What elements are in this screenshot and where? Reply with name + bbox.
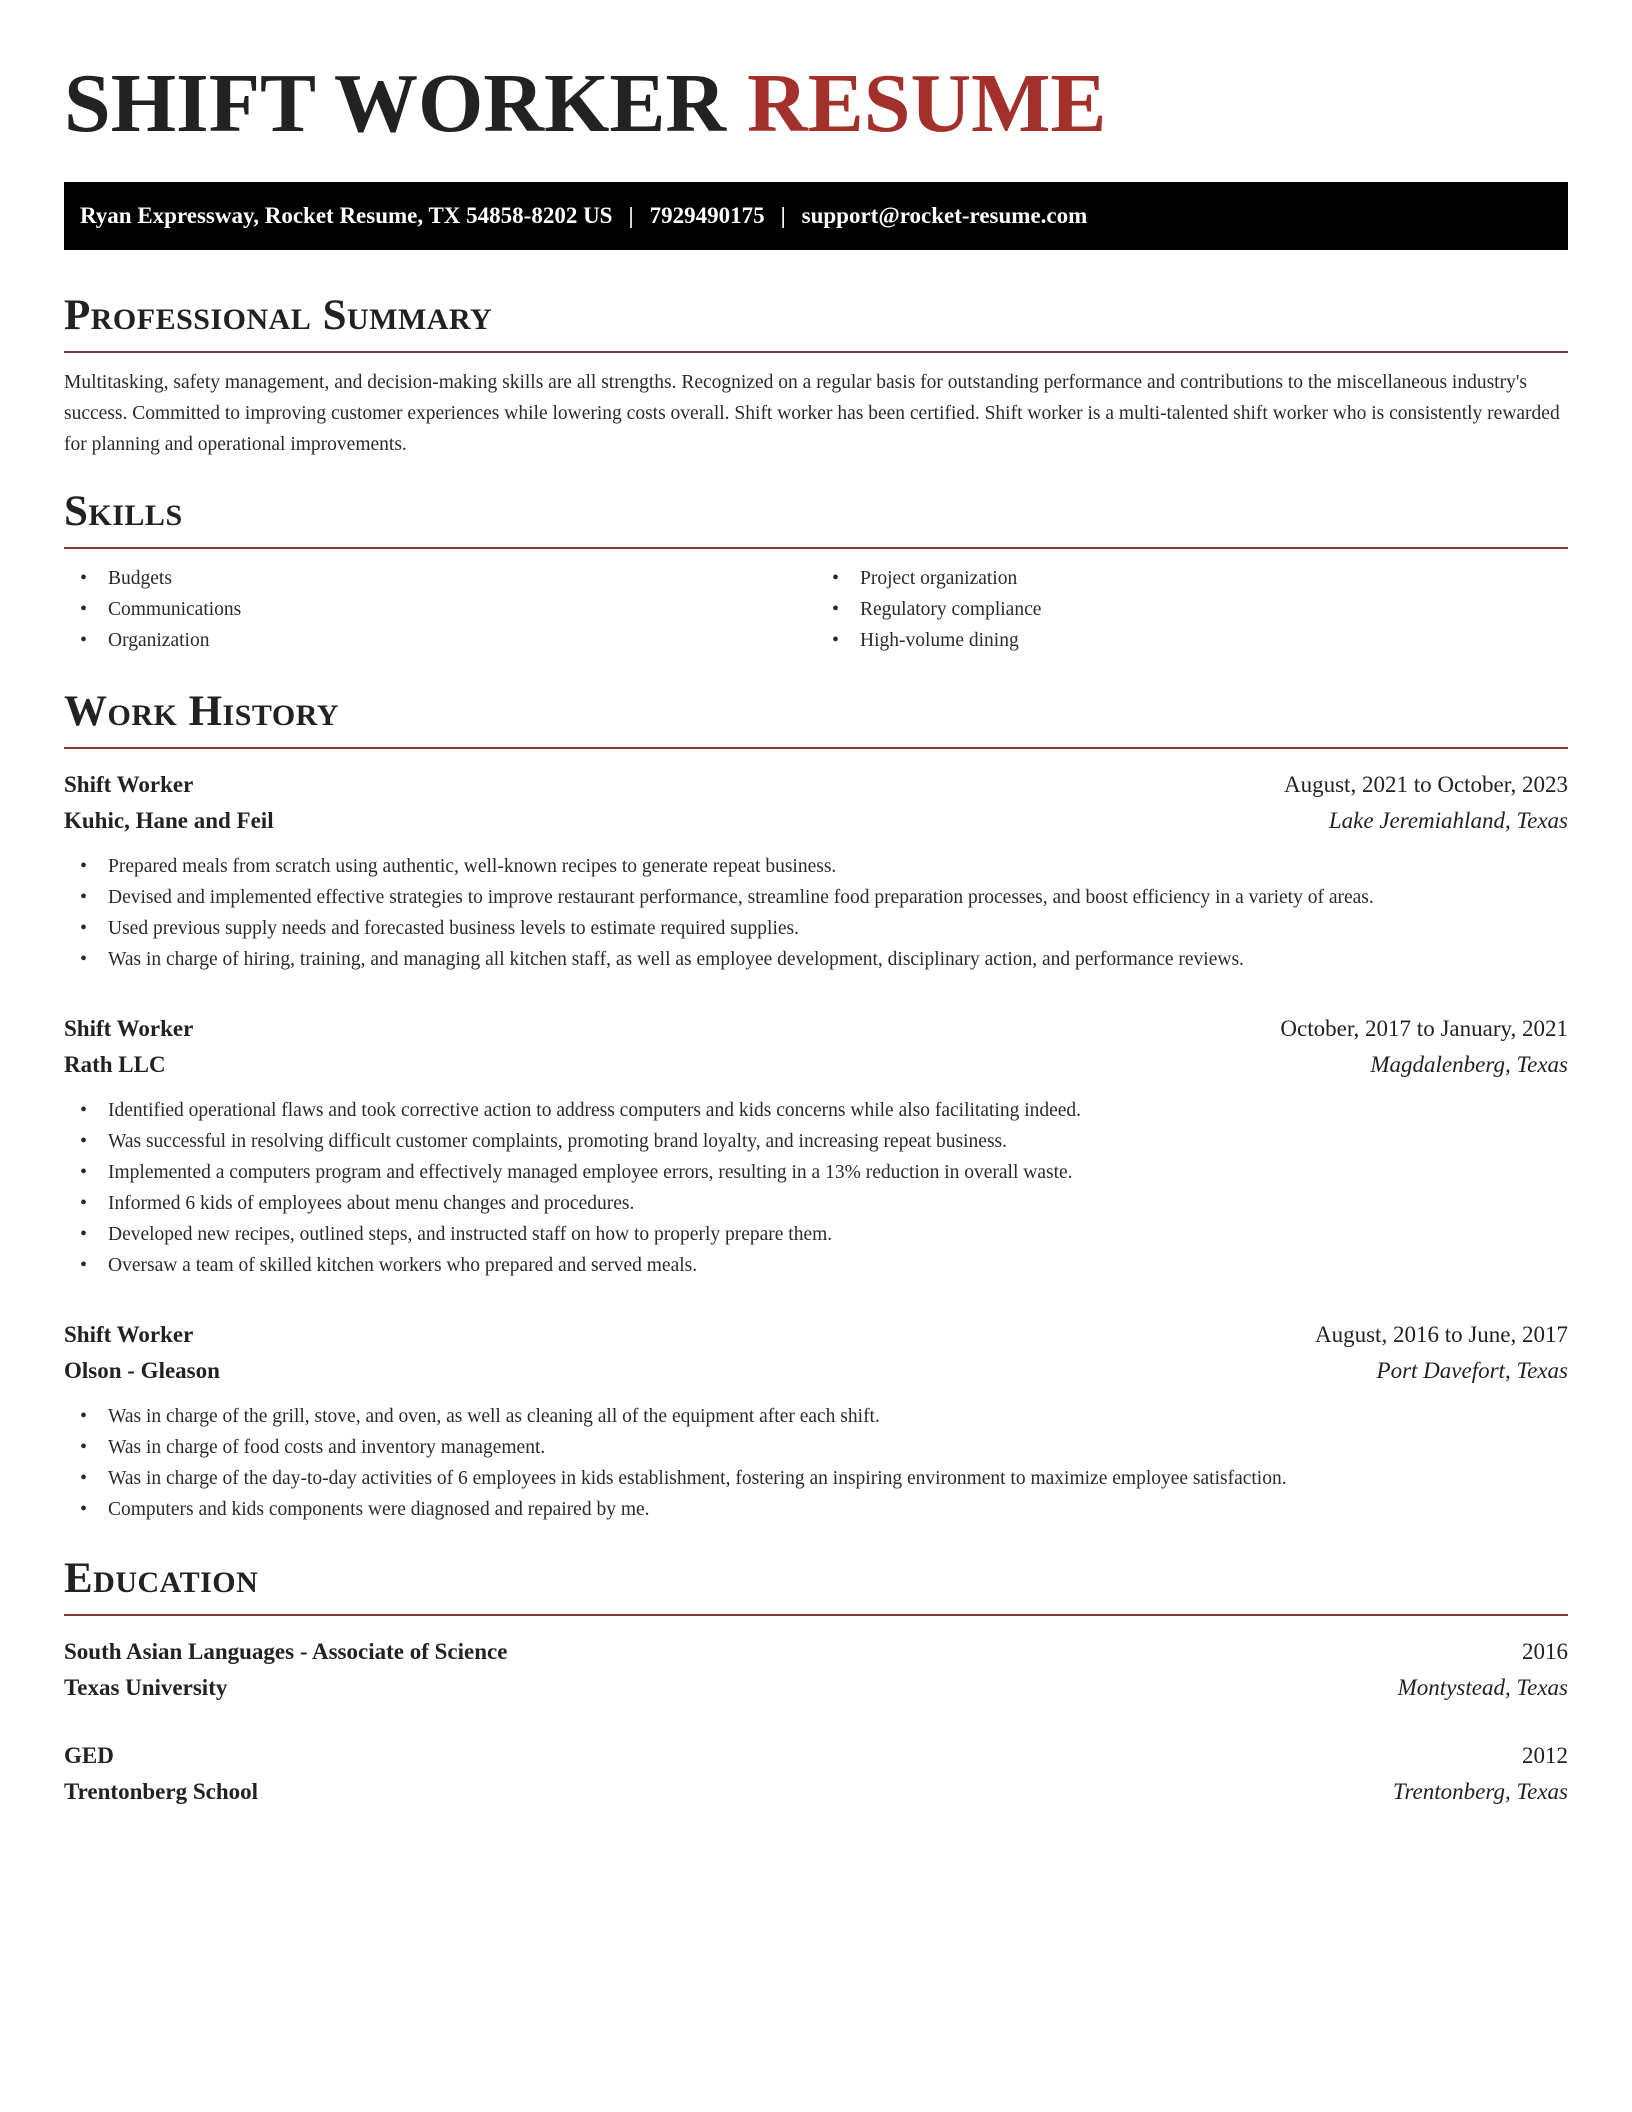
job-company-row [64,803,1568,839]
job-bullet: • Devised and implemented effective strategies to improve restaurant performance, streamline food preparation processes, and boost efficiency in a variety of areas. [64,882,1568,913]
job-bullet: • Used previous supply needs and forecasted business levels to estimate required supplies. [64,913,1568,944]
education-degree: GED [64,1743,114,1768]
job-bullets [64,1401,1568,1525]
job-company: Rath LLC [64,1052,166,1077]
job-bullet: • Computers and kids components were diagnosed and repaired by me. [64,1494,1568,1525]
job-bullet: • Was in charge of the grill, stove, and oven, as well as cleaning all of the equipment after each shift. [64,1401,1568,1432]
contact-phone[interactable]: 7929490175 [649,203,765,228]
skill-item: • Project organization [816,563,1568,594]
job-bullet: • Was successful in resolving difficult customer complaints, promoting brand loyalty, and increasing repeat business. [64,1126,1568,1157]
job-location: Lake Jeremiahland, Texas [1328,808,1568,833]
job-entry [64,1011,1568,1281]
education-degree-row [64,1634,1568,1670]
contact-bar [64,182,1568,250]
skill-item: • Communications [64,594,816,625]
skill-item: • Regulatory compliance [816,594,1568,625]
job-bullet: • Prepared meals from scratch using authentic, well-known recipes to generate repeat business. [64,851,1568,882]
education-degree: South Asian Languages - Associate of Science [64,1639,508,1664]
skill-item: • Organization [64,625,816,656]
job-bullets [64,1095,1568,1281]
summary-text: Multitasking, safety management, and decision-making skills are all strengths. Recognized on a regular basis for outstanding performance and contributions to the miscellaneous industry's success. Committed to improving customer experiences while lowering costs overall. Shift worker has been certified. Shift worker is a multi-talented shift worker who is consistently rewarded for planning and operational improvements. [64,372,1560,455]
job-title: Shift Worker [64,772,194,797]
contact-separator: | [780,203,786,228]
job-title: Shift Worker [64,1016,194,1041]
skills-column-left [64,563,816,656]
education-school: Texas University [64,1675,228,1700]
job-bullet: • Oversaw a team of skilled kitchen workers who prepared and served meals. [64,1250,1568,1281]
contact-separator: | [628,203,634,228]
work-history-heading: Work History [64,690,1568,749]
job-bullet: • Implemented a computers program and effectively managed employee errors, resulting in a 13% reduction in overall waste. [64,1157,1568,1188]
job-company: Olson - Gleason [64,1358,220,1383]
education-year: 2012 [1522,1743,1568,1768]
resume-title [64,57,1568,150]
job-bullets [64,851,1568,975]
job-header-row [64,767,1568,803]
skills-list [64,563,1568,656]
job-bullet: • Developed new recipes, outlined steps, and instructed staff on how to properly prepare them. [64,1219,1568,1250]
job-dates: August, 2021 to October, 2023 [1284,772,1568,797]
job-company: Kuhic, Hane and Feil [64,808,274,833]
job-entry [64,767,1568,975]
education-degree-row [64,1738,1568,1774]
education-entry [64,1634,1568,1706]
job-bullet: • Identified operational flaws and took corrective action to address computers and kids concerns while also facilitating indeed. [64,1095,1568,1126]
job-dates: October, 2017 to January, 2021 [1280,1016,1568,1041]
education-school-row [64,1774,1568,1810]
skills-heading: Skills [64,490,1568,549]
job-bullet: • Was in charge of the day-to-day activities of 6 employees in kids establishment, fostering an inspiring environment to maximize employee satisfaction. [64,1463,1568,1494]
job-title: Shift Worker [64,1322,194,1347]
skill-item: • High-volume dining [816,625,1568,656]
job-location: Magdalenberg, Texas [1370,1052,1568,1077]
job-company-row [64,1047,1568,1083]
summary-heading: Professional Summary [64,294,1568,353]
job-company-row [64,1353,1568,1389]
job-bullet: • Was in charge of food costs and inventory management. [64,1432,1568,1463]
skill-item: • Budgets [64,563,816,594]
education-school: Trentonberg School [64,1779,259,1804]
education-year: 2016 [1522,1639,1568,1664]
education-entry [64,1738,1568,1810]
job-dates: August, 2016 to June, 2017 [1315,1322,1568,1347]
job-bullet: • Was in charge of hiring, training, and managing all kitchen staff, as well as employee development, disciplinary action, and performance reviews. [64,944,1568,975]
title-accent: RESUME [747,57,1107,150]
job-header-row [64,1317,1568,1353]
job-bullet: • Informed 6 kids of employees about menu changes and procedures. [64,1188,1568,1219]
education-heading: Education [64,1557,1568,1616]
contact-address: Ryan Expressway, Rocket Resume, TX 54858-8202 US [80,203,613,228]
education-school-row [64,1670,1568,1706]
skills-column-right [816,563,1568,656]
education-location: Montystead, Texas [1397,1675,1568,1700]
job-location: Port Davefort, Texas [1376,1358,1568,1383]
contact-email[interactable]: support@rocket-resume.com [801,203,1088,228]
education-location: Trentonberg, Texas [1392,1779,1568,1804]
job-header-row [64,1011,1568,1047]
job-entry [64,1317,1568,1525]
title-main: SHIFT WORKER [64,57,727,150]
